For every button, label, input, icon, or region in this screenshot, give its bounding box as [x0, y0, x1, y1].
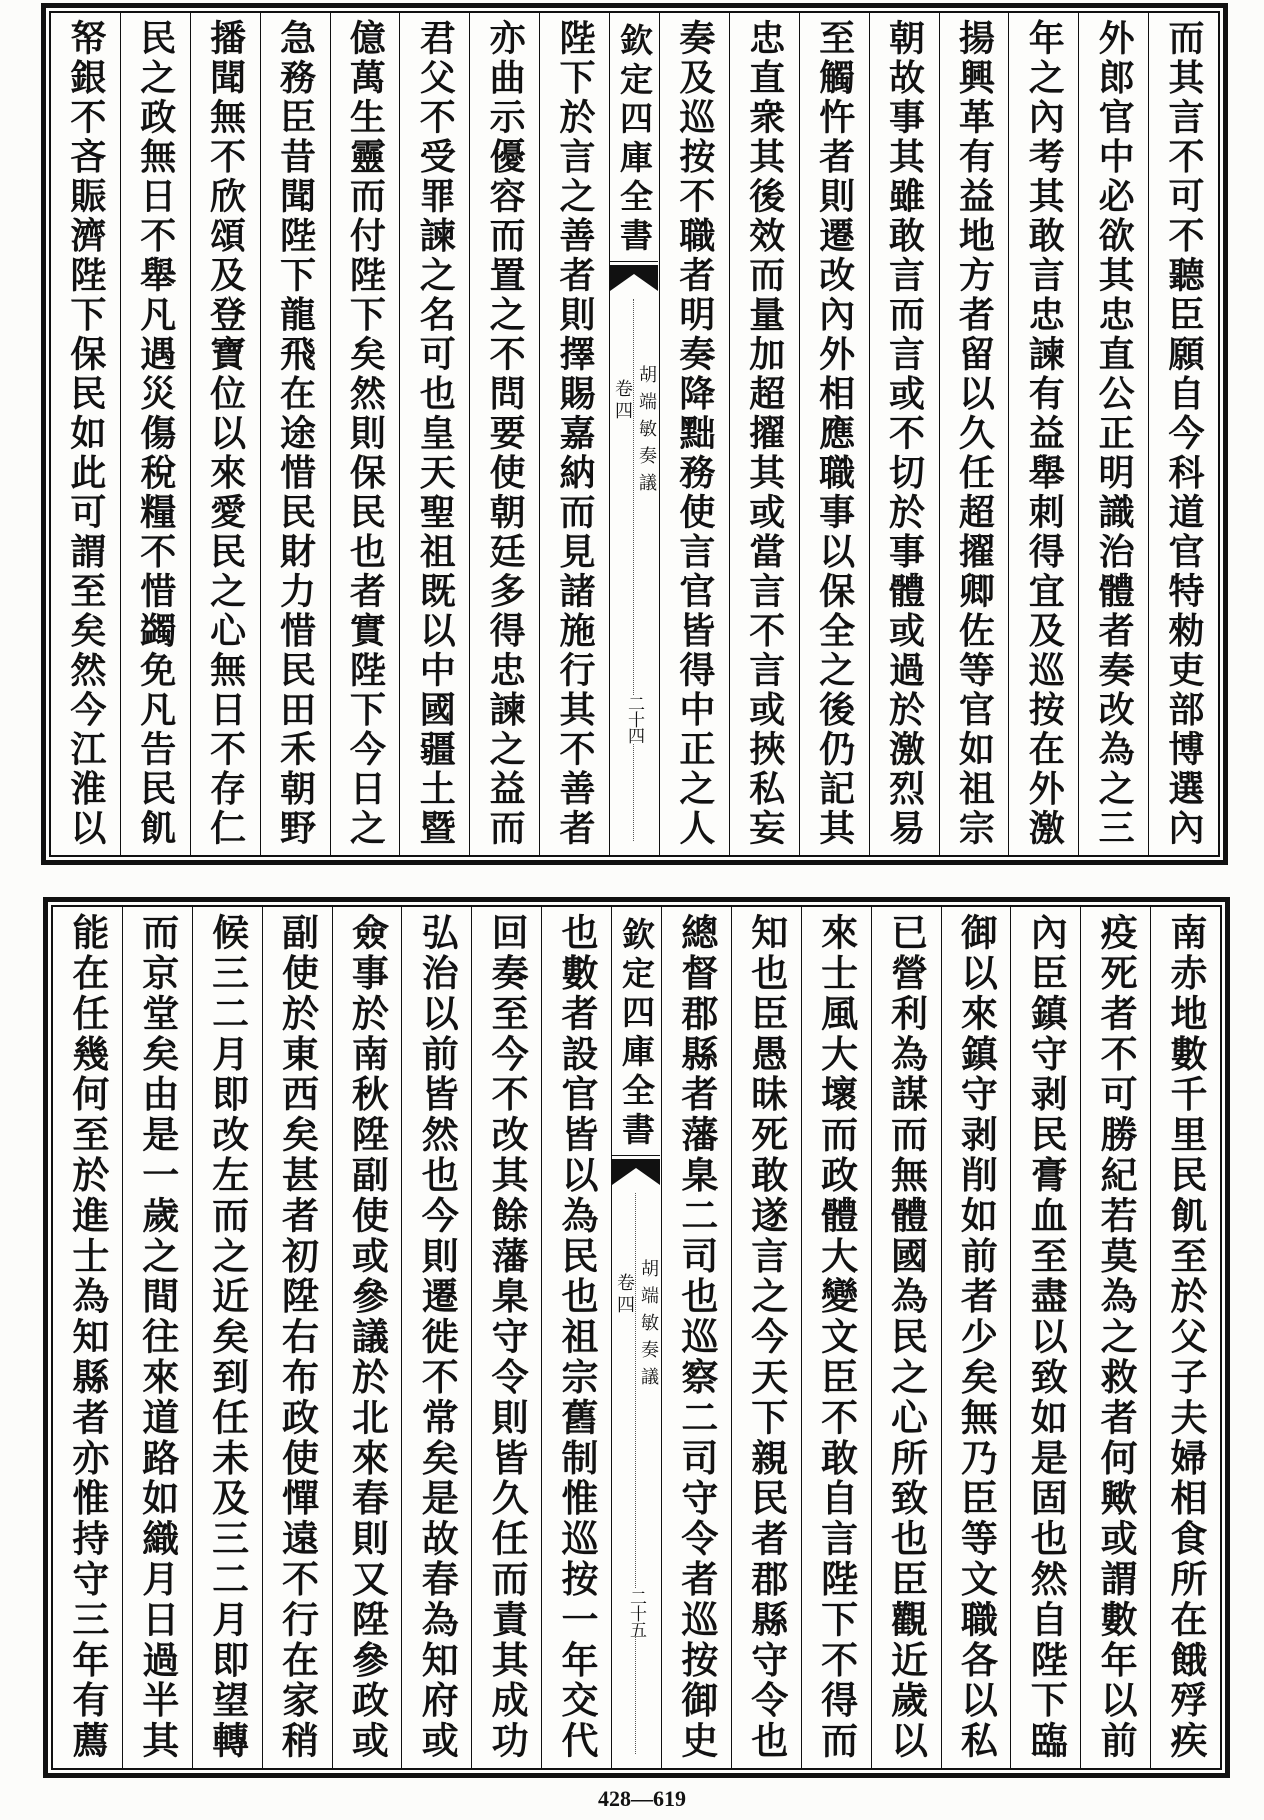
text-column: 能在任幾何至於進士為知縣者亦惟持守三年有薦	[65, 913, 110, 1762]
page-panel-bottom	[43, 897, 1230, 1778]
volume-label: 卷四	[612, 379, 633, 423]
text-column: 陛下於言之善者則擇賜嘉納而見諸施行其不善者	[539, 13, 609, 855]
text-column: 回奏至今不改其餘藩臬守令則皆久任而責其成功	[471, 907, 541, 1768]
page-number	[612, 1589, 660, 1637]
text-column: 南赤地數千里民飢至於父子夫婦相食所在餓殍疾	[1150, 907, 1220, 1768]
text-column: 而其言不可不聽臣願自今科道官特勑吏部博選內	[1148, 13, 1218, 855]
text-column: 亦曲示優容而置之不問要使朝廷多得忠諫之益而	[469, 13, 539, 855]
page-number-text: 二十四	[624, 695, 644, 743]
book-title: 胡端敏奏議	[636, 365, 657, 500]
volume-label: 卷四	[614, 1273, 635, 1317]
column-grid	[51, 905, 1222, 1770]
text-column: 年之內考其敢言忠諫有益舉刺得宜及巡按在外激	[1008, 13, 1078, 855]
dotted-rule	[633, 299, 634, 841]
text-column: 疫死者不可勝紀若莫為之救者何歟或謂數年以前	[1080, 907, 1150, 1768]
text-column: 來士風大壞而政體大變文臣不敢自言陛下不得而	[801, 907, 871, 1768]
text-column: 知也臣愚昧死敢遂言之今天下親民者郡縣守令也	[731, 907, 801, 1768]
page-number	[610, 695, 658, 743]
text-column: 內臣鎮守剥民膏血至盡以致如是固也然自陛下臨	[1010, 907, 1080, 1768]
header-rule	[610, 261, 658, 262]
text-column: 也數者設官皆以為民也祖宗舊制惟巡按一年交代	[541, 907, 611, 1768]
text-column: 帑銀不吝賑濟陛下保民如此可謂至矣然今江淮以	[64, 19, 107, 849]
text-column: 副使於東西矣甚者初陞右布政使憚遠不行在家稍	[262, 907, 332, 1768]
text-column: 億萬生靈而付陛下矣然則保民也者實陛下今日之	[330, 13, 400, 855]
text-column: 民之政無日不舉凡遇災傷稅糧不惜蠲免凡告民飢	[120, 13, 190, 855]
text-column: 播聞無不欣頌及登寶位以來愛民之心無日不存仁	[190, 13, 260, 855]
column-grid	[49, 11, 1220, 857]
text-column: 朝故事其雖敢言而言或不切於事體或過於激烈易	[869, 13, 939, 855]
text-column: 而京堂矣由是一歲之間往來道路如織月日過半其	[122, 907, 192, 1768]
text-column: 已營利為謀而無體國為民之心所致也臣觀近歲以	[871, 907, 941, 1768]
text-column: 總督郡縣者藩臬二司也巡察二司守令者巡按御史	[661, 907, 731, 1768]
text-column: 弘治以前皆然也今則遷徙不常矣是故春為知府或	[401, 907, 471, 1768]
page-panel-top	[41, 3, 1228, 865]
text-column: 君父不受罪諫之名可也皇天聖祖既以中國疆土暨	[399, 13, 469, 855]
center-column	[611, 907, 661, 1768]
text-column: 揚興革有益地方者留以久任超擢卿佐等官如祖宗	[939, 13, 1009, 855]
text-column: 御以來鎮守剥削如前者少矣無乃臣等文職各以私	[941, 907, 1011, 1768]
text-column: 至觸忤者則遷改內外相應職事以保全之後仍記其	[799, 13, 869, 855]
collection-title: 欽定四庫全書	[617, 917, 656, 1151]
text-column: 忠直衆其後效而量加超擢其或當言不言或挾私妄	[729, 13, 799, 855]
collection-title: 欽定四庫全書	[615, 23, 654, 257]
text-column: 候三二月即改左而之近矣到任未及三二月即望轉	[192, 907, 262, 1768]
center-column	[609, 13, 659, 855]
book-title: 胡端敏奏議	[638, 1259, 659, 1394]
text-column: 奏及巡按不職者明奏降黜務使言官皆得中正之人	[659, 13, 729, 855]
text-column: 急務臣昔聞陛下龍飛在途惜民財力惜民田禾朝野	[260, 13, 330, 855]
folio-number: 428—619	[598, 1786, 686, 1811]
dotted-rule	[635, 1193, 636, 1754]
text-column: 僉事於南秋陞副使或參議於北來春則又陞參政或	[332, 907, 402, 1768]
fishtail-icon	[610, 265, 658, 295]
fishtail-icon	[612, 1159, 660, 1189]
header-rule	[612, 1155, 660, 1156]
text-column: 外郎官中必欲其忠直公正明識治體者奏改為之三	[1078, 13, 1148, 855]
page-number-text: 二十五	[626, 1589, 646, 1637]
